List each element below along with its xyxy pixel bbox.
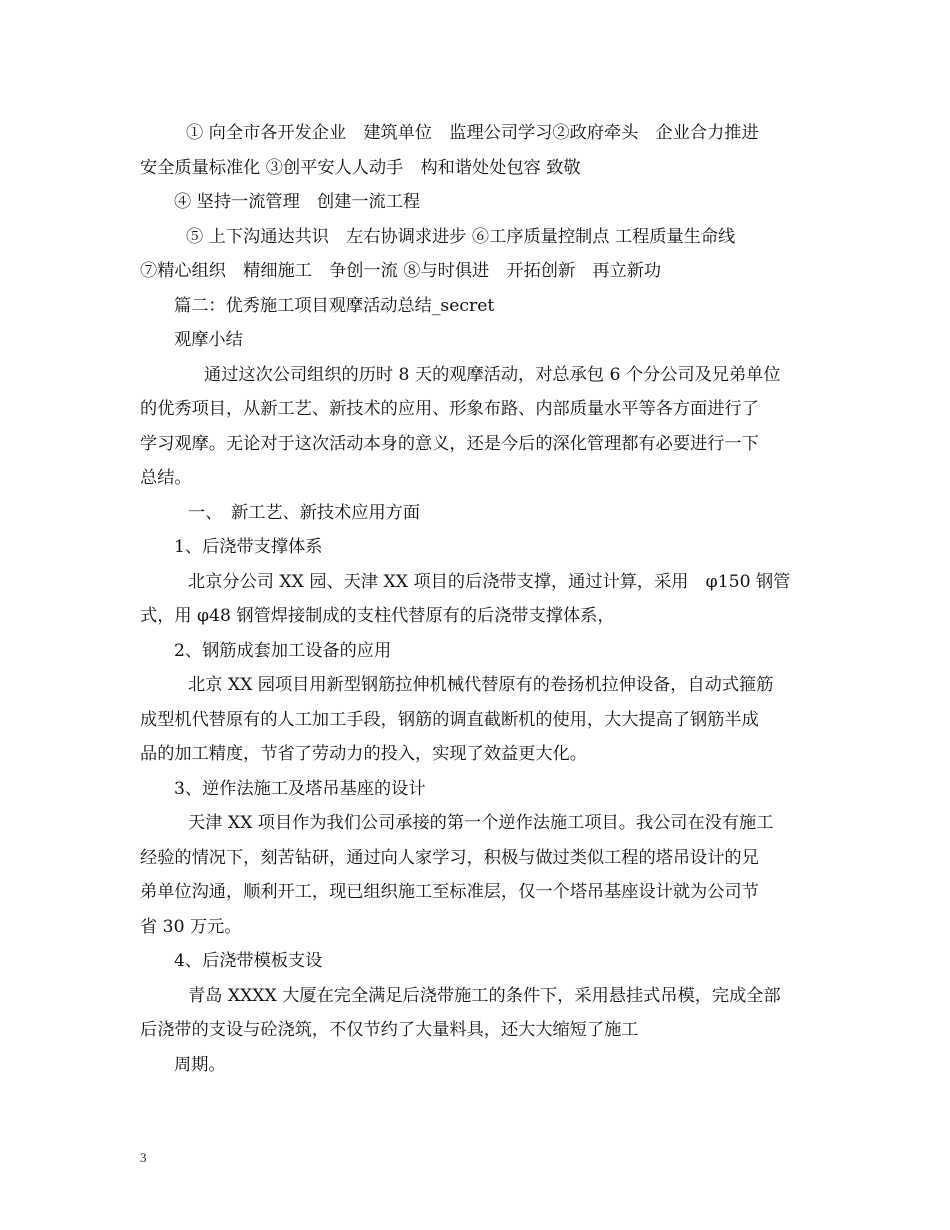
heading-item: 4、后浇带模板支设 (174, 951, 323, 971)
text-line: 周期。 (174, 1054, 226, 1075)
text-line: 省 30 万元。 (140, 916, 242, 937)
heading-level-1: 一、 新工艺、新技术应用方面 (188, 502, 421, 523)
heading-item: 3、逆作法施工及塔吊基座的设计 (174, 778, 426, 799)
text-line: 青岛 XXXX 大厦在完全满足后浇带施工的条件下，采用悬挂式吊模，完成全部 (188, 985, 781, 1006)
text-line: ① 向全市各开发企业 建筑单位 监理公司学习②政府牵头 企业合力推进 (186, 123, 759, 143)
text-line: 的优秀项目，从新工艺、新技术的应用、形象布路、内部质量水平等各方面进行了 (140, 399, 759, 419)
heading-item: 2、钢筋成套加工设备的应用 (174, 640, 392, 661)
heading-item: 1、后浇带支撑体系 (174, 537, 323, 557)
text-line: ⑤ 上下沟通达共识 左右协调求进步 ⑥工序质量控制点 工程质量生命线 (186, 226, 736, 247)
text-line: 成型机代替原有的人工加工手段，钢筋的调直截断机的使用，大大提高了钢筋半成 (140, 709, 759, 730)
subsection-title: 观摩小结 (174, 330, 243, 350)
text-line: 北京分公司 XX 园、天津 XX 项目的后浇带支撑，通过计算，采用 φ150 钢管 (188, 571, 791, 592)
page-number: 3 (140, 1150, 147, 1165)
text-line: 经验的情况下，刻苦钻研，通过向人家学习，积极与做过类似工程的塔吊设计的兄 (140, 847, 759, 868)
text-line: 总结。 (140, 468, 192, 488)
text-line: 式，用 φ48 钢管焊接制成的支柱代替原有的后浇带支撑体系， (140, 606, 615, 626)
text-line: ⑦精心组织 精细施工 争创一流 ⑧与时俱进 开拓创新 再立新功 (140, 261, 662, 281)
text-line: 弟单位沟通，顺利开工，现已组织施工至标准层，仅一个塔吊基座设计就为公司节 (140, 882, 759, 902)
text-line: 安全质量标准化 ③创平安人人动手 构和谐处处包容 致敬 (140, 157, 581, 178)
text-line: 后浇带的支设与砼浇筑，不仅节约了大量料具，还大大缩短了施工 (140, 1020, 639, 1040)
document-body (140, 116, 812, 1082)
text-line: 品的加工精度，节省了劳动力的投入，实现了效益更大化。 (140, 744, 587, 764)
text-line: ④ 坚持一流管理 创建一流工程 (174, 192, 421, 212)
text-line: 北京 XX 园项目用新型钢筋拉伸机械代替原有的卷扬机拉伸设备，自动式箍筋 (188, 675, 774, 695)
section-heading: 篇二：优秀施工项目观摩活动总结_secret (174, 295, 495, 316)
text-line: 天津 XX 项目作为我们公司承接的第一个逆作法施工项目。我公司在没有施工 (188, 813, 774, 833)
text-line: 学习观摩。无论对于这次活动本身的意义，还是今后的深化管理都有必要进行一下 (140, 433, 759, 454)
text-line: 通过这次公司组织的历时 8 天的观摩活动，对总承包 6 个分公司及兄弟单位 (204, 364, 781, 385)
